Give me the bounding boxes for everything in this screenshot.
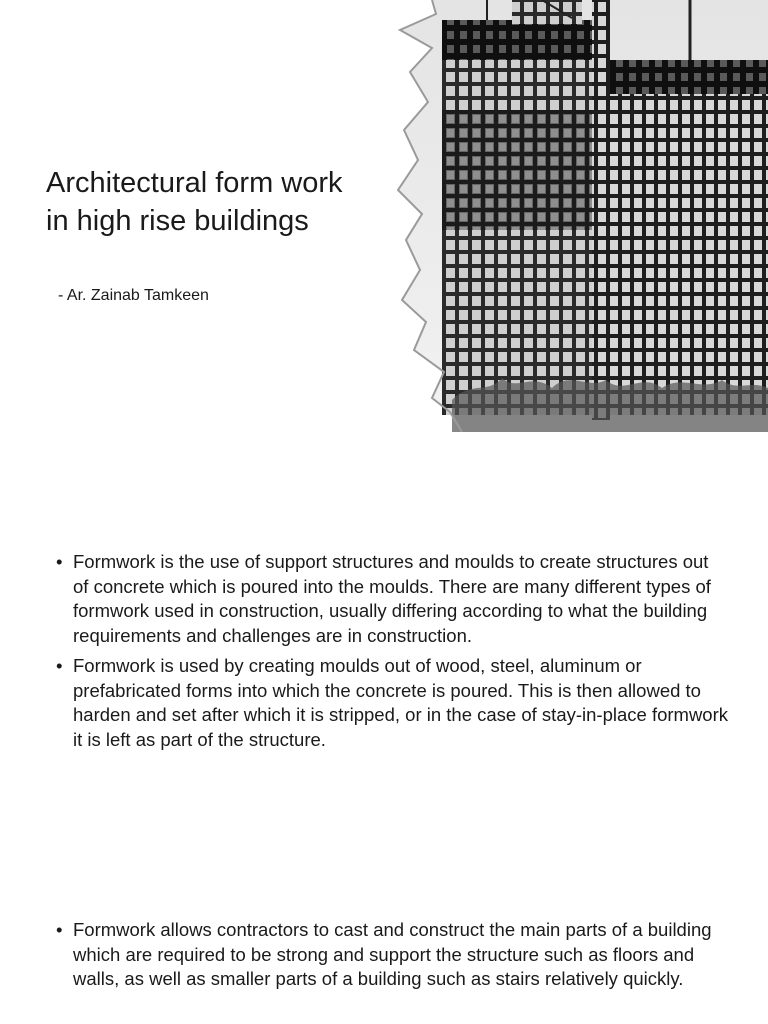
bullet-item: • Formwork allows contractors to cast and construct the main parts of a building which are required to be strong and support the structure such as floors and walls, as well as smaller parts of a building such as stairs relatively quickly. <box>56 918 728 992</box>
high-rise-construction-photo <box>392 0 768 432</box>
slide-title: Architectural form work in high rise buildings <box>46 167 343 237</box>
bullet-item: • Formwork is the use of support structures and moulds to create structures out of concrete which is poured into the moulds. There are many different types of formwork used in construction, usually differing according to what the building requirements and challenges are in construction. <box>56 550 728 648</box>
slide-subtitle-author: - Ar. Zainab Tamkeen <box>58 287 209 304</box>
bullet-item: • Formwork is used by creating moulds out of wood, steel, aluminum or prefabricated forms into which the concrete is poured. This is then allowed to harden and set after which it is stripped, or in the case of stay-in-place formwork it is left as part of the structure. <box>56 654 728 752</box>
title-slide <box>0 0 768 432</box>
content-slide-benefits <box>0 900 768 1024</box>
bullet-list <box>56 550 728 758</box>
content-slide-intro <box>0 528 768 778</box>
bullet-list <box>56 918 728 998</box>
